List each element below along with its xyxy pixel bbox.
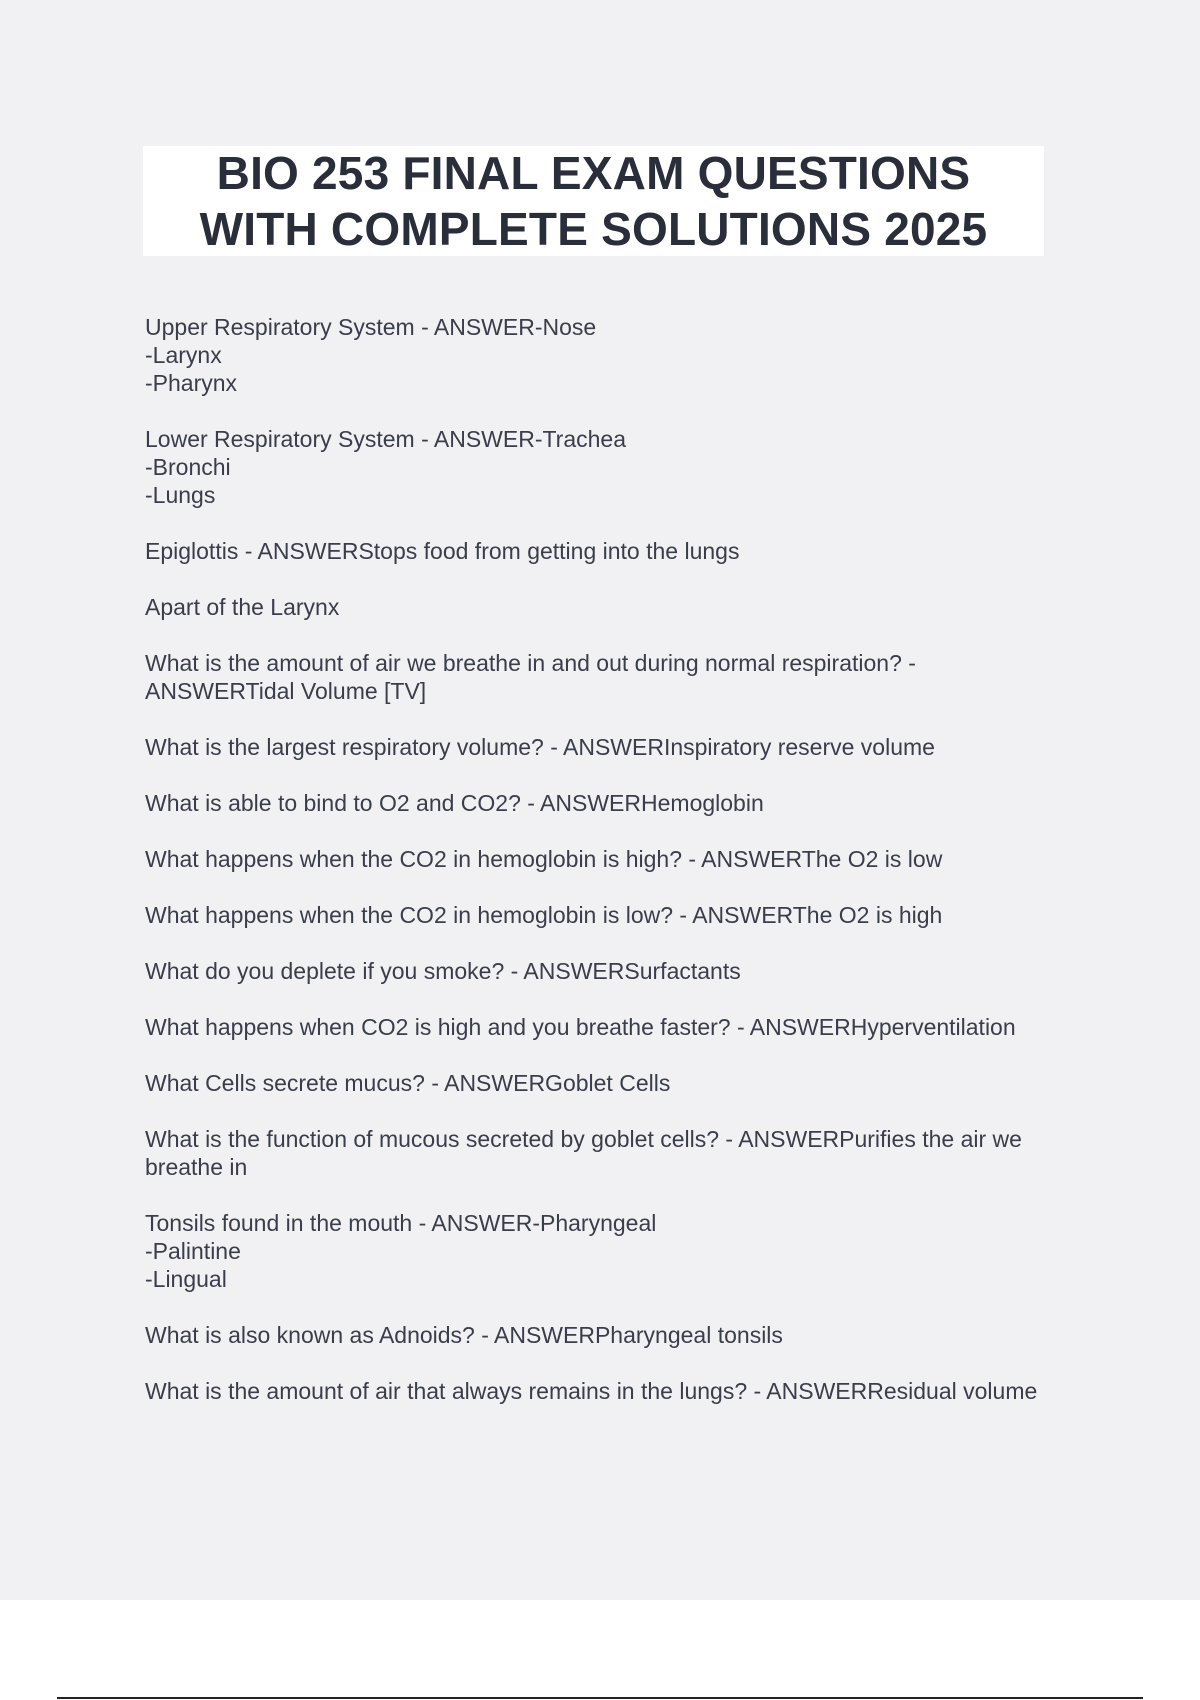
- qa-question-line: What do you deplete if you smoke? - ANSWERSurfactants: [145, 958, 741, 984]
- qa-question-line: Lower Respiratory System - ANSWER-Trachea: [145, 426, 627, 452]
- qa-question-line: What is the function of mucous secreted by goblet cells? - ANSWERPurifies the air we: [145, 1126, 1022, 1152]
- qa-item: [145, 425, 1105, 509]
- qa-question-line: Upper Respiratory System - ANSWER-Nose: [145, 314, 597, 340]
- qa-item: [145, 1069, 1105, 1097]
- title-line: BIO 253 FINAL EXAM QUESTIONS: [216, 147, 971, 199]
- qa-continuation-line: -Larynx: [145, 342, 222, 368]
- qa-question-line: What is the amount of air that always remains in the lungs? - ANSWERResidual volume: [145, 1378, 1038, 1404]
- qa-item: [145, 957, 1105, 985]
- qa-item: [145, 649, 1105, 705]
- footer-divider: [57, 1697, 1143, 1699]
- qa-question-line: What Cells secrete mucus? - ANSWERGoblet Cells: [145, 1070, 671, 1096]
- qa-question-line: Apart of the Larynx: [145, 594, 340, 620]
- qa-continuation-line: breathe in: [145, 1154, 248, 1180]
- document-title: [143, 146, 1044, 256]
- qa-item: [145, 313, 1105, 397]
- qa-item: [145, 901, 1105, 929]
- qa-question-line: What is the amount of air we breathe in and out during normal respiration? -: [145, 650, 916, 676]
- qa-continuation-line: ANSWERTidal Volume [TV]: [145, 678, 427, 704]
- qa-item: [145, 1321, 1105, 1349]
- qa-item: [145, 733, 1105, 761]
- title-line: WITH COMPLETE SOLUTIONS 2025: [199, 203, 988, 255]
- qa-question-line: What happens when the CO2 in hemoglobin is high? - ANSWERThe O2 is low: [145, 846, 943, 872]
- qa-question-line: What is also known as Adnoids? - ANSWERPharyngeal tonsils: [145, 1322, 783, 1348]
- qa-continuation-line: -Palintine: [145, 1238, 241, 1264]
- qa-item: [145, 1377, 1105, 1405]
- qa-continuation-line: -Lungs: [145, 482, 216, 508]
- qa-item: [145, 789, 1105, 817]
- qa-continuation-line: -Lingual: [145, 1266, 227, 1292]
- qa-item: [145, 537, 1105, 565]
- qa-item: [145, 1209, 1105, 1293]
- qa-question-line: What happens when the CO2 in hemoglobin is low? - ANSWERThe O2 is high: [145, 902, 943, 928]
- qa-item: [145, 593, 1105, 621]
- qa-item: [145, 1125, 1105, 1181]
- qa-item: [145, 845, 1105, 873]
- qa-item: [145, 1013, 1105, 1041]
- qa-continuation-line: -Pharynx: [145, 370, 238, 396]
- qa-question-line: Epiglottis - ANSWERStops food from getting into the lungs: [145, 538, 740, 564]
- qa-question-line: Tonsils found in the mouth - ANSWER-Pharyngeal: [145, 1210, 657, 1236]
- qa-question-line: What is the largest respiratory volume? - ANSWERInspiratory reserve volume: [145, 734, 935, 760]
- qa-continuation-line: -Bronchi: [145, 454, 231, 480]
- qa-question-line: What happens when CO2 is high and you breathe faster? - ANSWERHyperventilation: [145, 1014, 1016, 1040]
- qa-question-line: What is able to bind to O2 and CO2? - ANSWERHemoglobin: [145, 790, 764, 816]
- question-answer-list: [145, 313, 1105, 1433]
